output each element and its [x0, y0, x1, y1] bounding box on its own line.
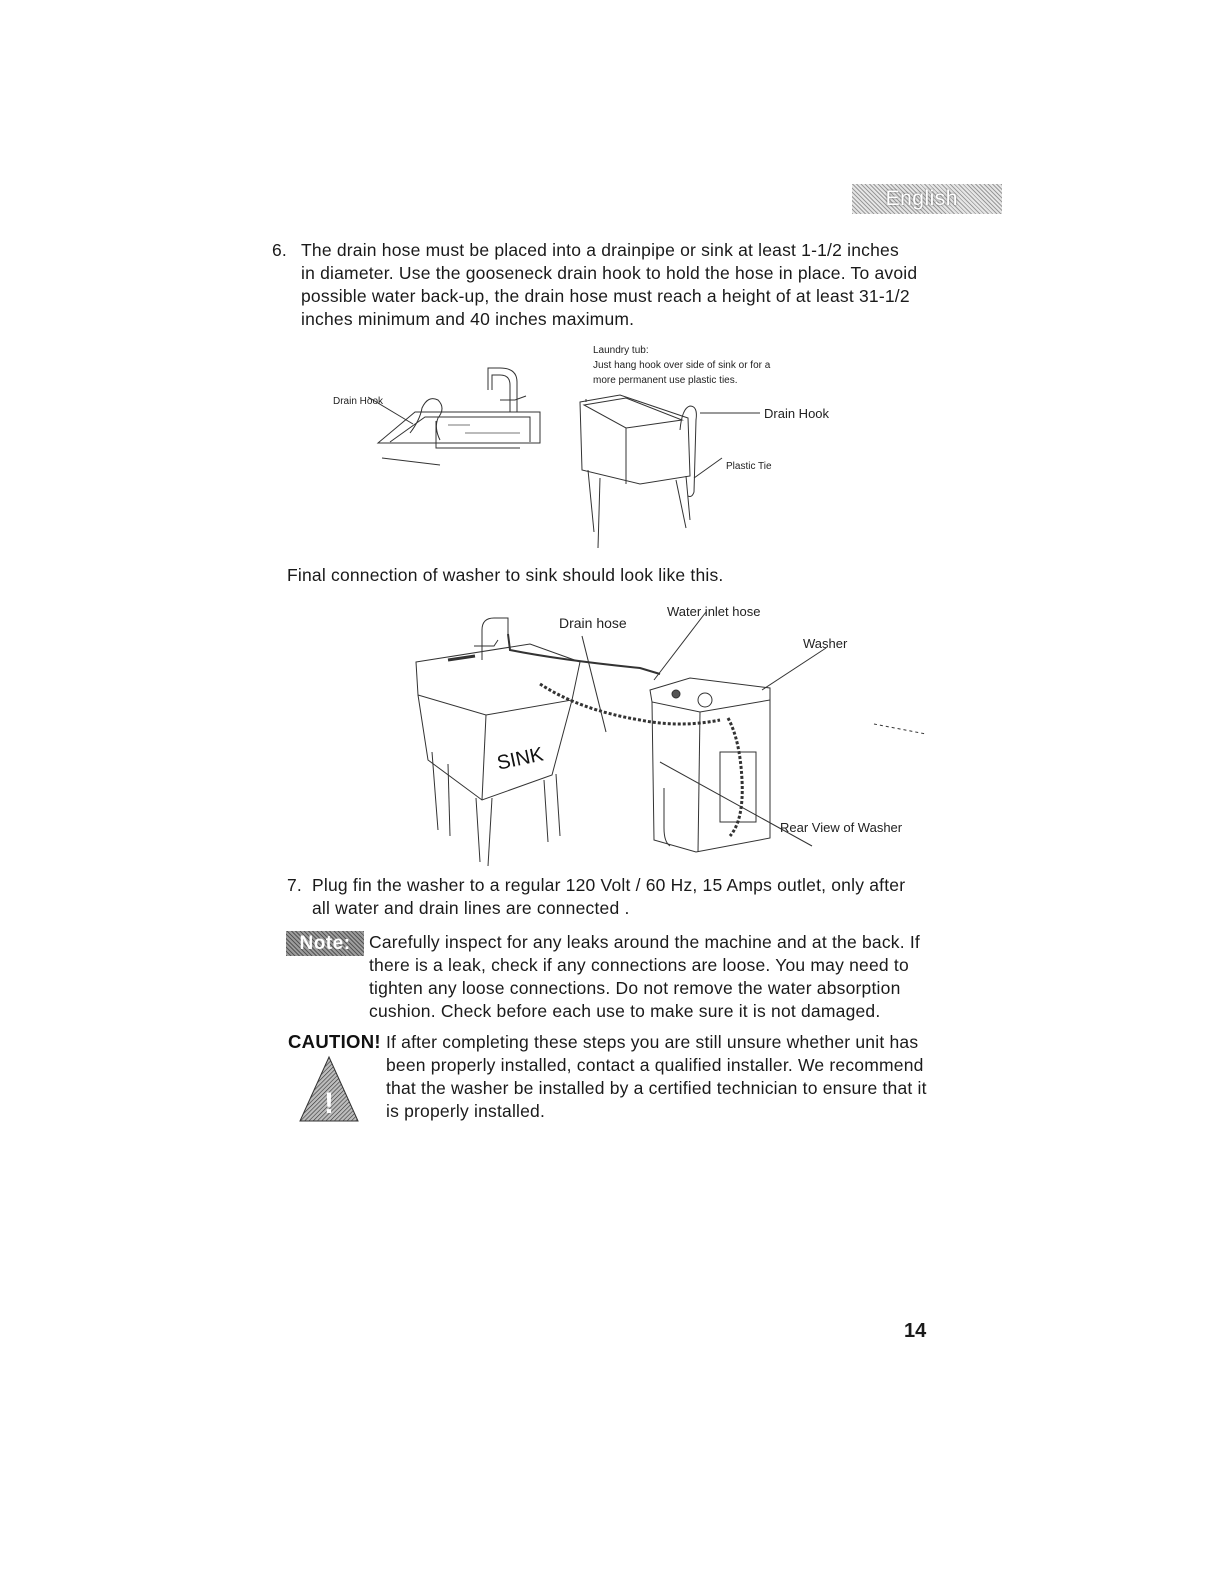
caution-line: If after completing these steps you are still unsure whether unit has	[386, 1032, 919, 1052]
step-7-line: Plug fin the washer to a regular 120 Volt / 60 Hz, 15 Amps outlet, only after	[312, 875, 906, 895]
caution-label: CAUTION!	[288, 1031, 381, 1052]
washer-leader	[762, 648, 826, 690]
note-line: there is a leak, check if any connections are loose. You may need to	[369, 955, 909, 975]
step-7	[287, 874, 937, 920]
washer-label: Washer	[803, 636, 848, 651]
caution-line: been properly installed, contact a qualified installer. We recommend	[386, 1055, 924, 1075]
tub-caption-line: Just hang hook over side of sink or for a	[593, 360, 771, 371]
warning-glyph: !	[324, 1087, 334, 1120]
note-line: tighten any loose connections. Do not remove the water absorption	[369, 978, 901, 998]
note-text	[369, 931, 929, 1023]
drain-hose-leader	[582, 636, 606, 732]
note-badge	[286, 931, 364, 956]
left-drain-hook-label: Drain Hook	[333, 396, 384, 407]
final-connection-caption: Final connection of washer to sink should look like this.	[287, 565, 724, 585]
sink-tub-body	[418, 695, 572, 800]
note-line: Carefully inspect for any leaks around the machine and at the back. If	[369, 932, 920, 952]
language-tab-label: English	[885, 187, 958, 210]
step-6-line: possible water back-up, the drain hose must reach a height of at least 31-1/2	[301, 286, 910, 306]
sink-word: SINK	[495, 743, 546, 775]
note-line: cushion. Check before each use to make sure it is not damaged.	[369, 1001, 881, 1021]
tub-caption-line: more permanent use plastic ties.	[593, 375, 738, 386]
caution-text	[386, 1031, 931, 1123]
warning-triangle-icon	[298, 1055, 360, 1123]
step-7-line: all water and drain lines are connected .	[312, 898, 630, 918]
page-number: 14	[904, 1320, 927, 1342]
rear-view-label: Rear View of Washer	[780, 820, 903, 835]
step-6-line: The drain hose must be placed into a drainpipe or sink at least 1-1/2 inches	[301, 240, 899, 260]
right-drain-hook-label: Drain Hook	[764, 406, 830, 421]
plastic-tie-label: Plastic Tie	[726, 461, 772, 472]
caution-line: is properly installed.	[386, 1101, 546, 1121]
step-7-number: 7.	[287, 875, 302, 895]
inlet-hose-leader	[654, 612, 706, 680]
sink-tub-top	[416, 644, 580, 715]
drain-hose-label: Drain hose	[559, 615, 627, 631]
water-inlet-hose-label: Water inlet hose	[667, 604, 761, 619]
note-badge-label: Note:	[299, 932, 351, 954]
step-6-line: inches minimum and 40 inches maximum.	[301, 309, 635, 329]
step-6-number: 6.	[272, 240, 287, 260]
tub-caption-line: Laundry tub:	[593, 345, 649, 356]
step-6-line: in diameter. Use the gooseneck drain hook to hold the hose in place. To avoid	[301, 263, 918, 283]
caution-line: that the washer be installed by a certified technician to ensure that it	[386, 1078, 927, 1098]
